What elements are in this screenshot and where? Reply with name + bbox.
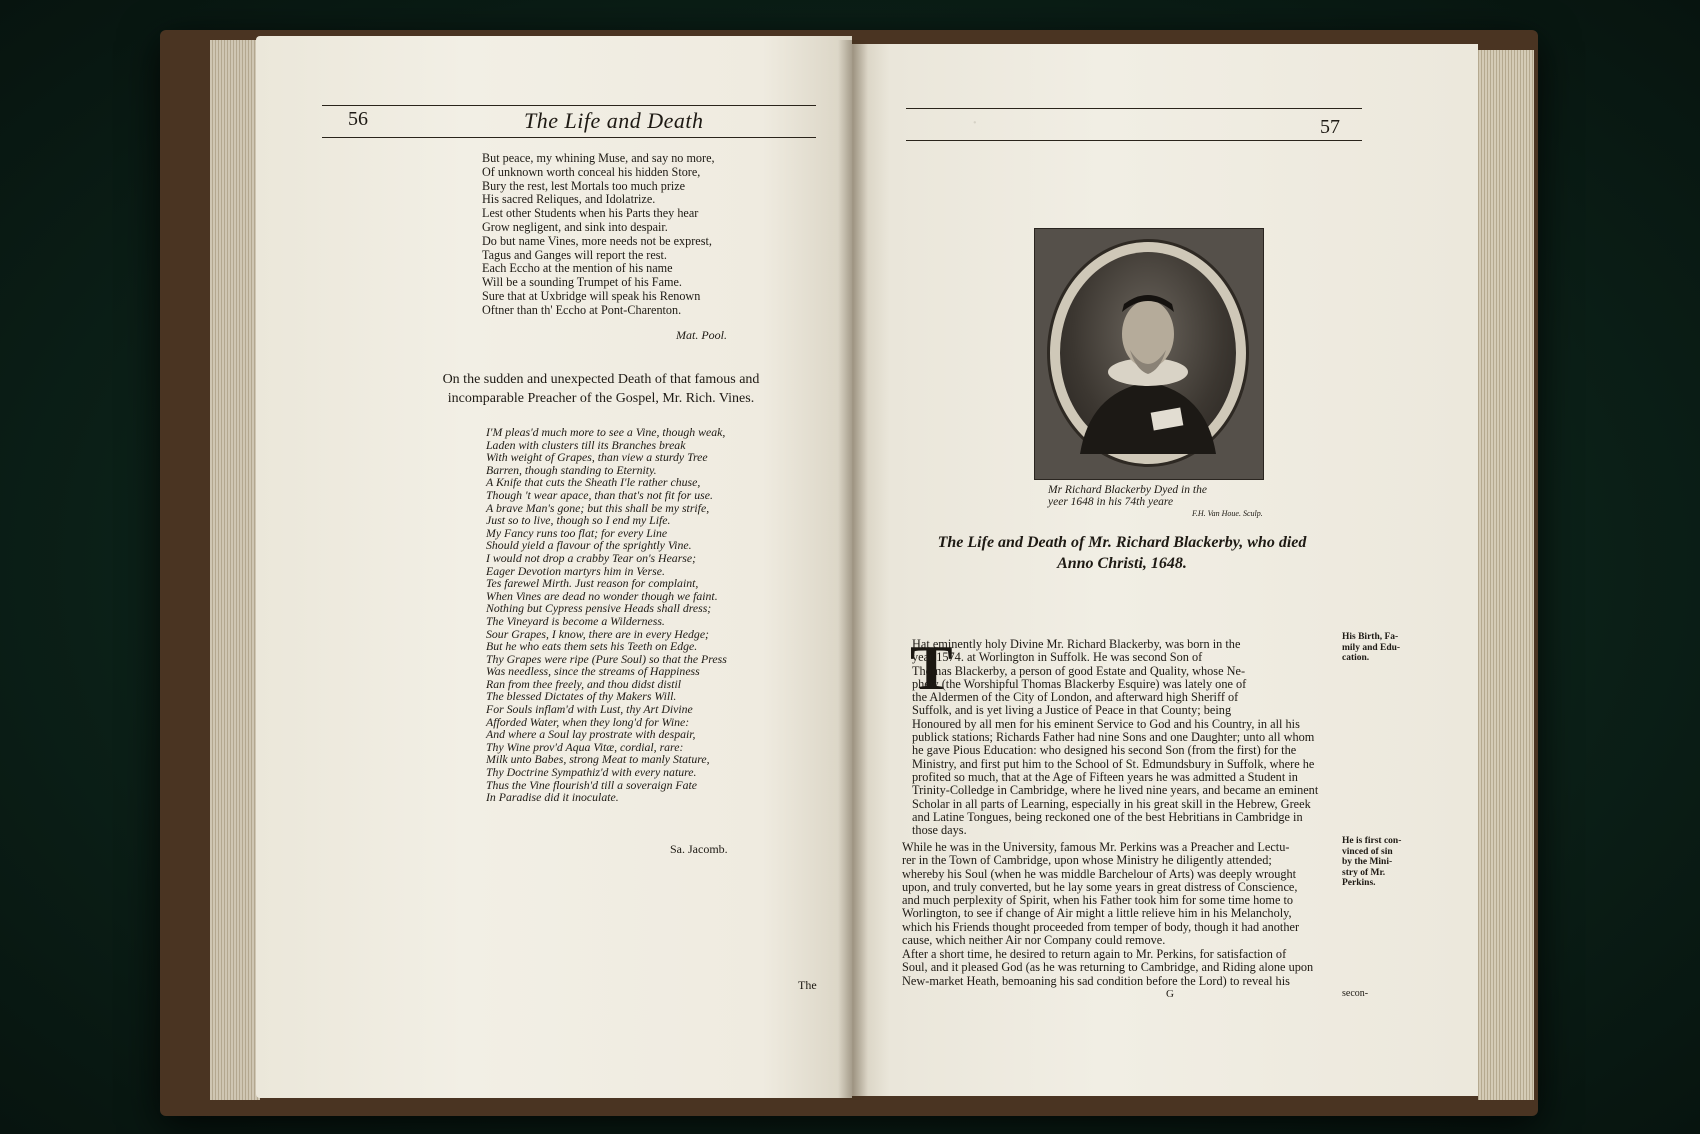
poem-line: Just so to live, though so I end my Life. [486,513,671,528]
portrait-caption-line1: Mr Richard Blackerby Dyed in the [1048,484,1207,496]
header-rule-top-right [906,108,1362,109]
header-rule-top [322,105,816,106]
poem-line: A brave Man's gone; but this shall be my strife, [486,500,710,515]
poem-pool-signature: Mat. Pool. [676,328,727,342]
page-edges-right [1478,50,1534,1100]
poem-line: Should yield a flavour of the sprightly Vine. [486,538,692,553]
poem-line: My Fancy runs too flat; for every Line [486,525,668,540]
running-head: The Life and Death [524,108,704,133]
poem-line: The blessed Dictates of thy Makers Will. [486,689,677,704]
margin-note-line: He is first con- [1342,836,1402,846]
text-line: Worlington, to see if change of Air might a little relieve him in his Melancholy, [902,906,1292,921]
text-line: Scholar in all parts of Learning, especially in his great skill in the Hebrew, Greek [912,796,1311,811]
poem-vines [486,426,727,804]
elegy-title [406,370,796,408]
text-line: Honoured by all men for his eminent Service to God and his Country, in all his [912,716,1300,731]
margin-note-line: by the Mini- [1342,857,1393,867]
margin-note-line: His Birth, Fa- [1342,632,1399,642]
margin-note-line: Perkins. [1342,878,1376,888]
poem-line: Was needless, since the streams of Happiness [486,664,700,679]
text-line: those days. [912,823,967,838]
poem-line: Oftner than th' Eccho at Pont-Charenton. [482,302,682,317]
poem-line: Thus the Vine flourish'd till a soveraign Fate [486,777,698,792]
poem-line: Lest other Students when his Parts they hear [482,206,699,221]
poem-line: Nothing but Cypress pensive Heads shall dress; [486,601,712,616]
text-line: which his Friends thought proceeded from temper of body, though it had another [902,919,1300,934]
poem-line: Sour Grapes, I know, there are in every Hedge; [486,626,709,641]
text-line: Thomas Blackerby, a person of good Estate and Quality, whose Ne- [912,663,1246,678]
portrait-frame [1047,239,1249,467]
life-title [892,532,1352,574]
text-line: While he was in the University, famous Mr. Perkins was a Preacher and Lectu- [902,840,1290,854]
elegy-title-line2: incomparable Preacher of the Gospel, Mr. Rich. Vines. [447,391,755,406]
poem-line: Thy Grapes were ripe (Pure Soul) so that the Press [486,651,727,666]
poem-line: I'M pleas'd much more to see a Vine, though weak, [486,425,726,439]
poem-line: And where a Soul lay prostrate with despair, [486,727,696,742]
poem-line: Tagus and Ganges will report the rest. [482,247,667,262]
poem-line: Afforded Water, when they long'd for Wine: [486,714,690,729]
poem-line: But peace, my whining Muse, and say no more, [482,151,715,165]
text-line: the Aldermen of the City of London, and afterward high Sheriff of [912,690,1239,705]
margin-note-conversion [1342,836,1401,889]
paragraph-return [902,948,1313,988]
portrait-caption-line2: yeer 1648 in his 74th yeare [1048,496,1174,508]
text-line: phew (the Worshipful Thomas Blackerby Esquire) was lately one of [912,676,1247,691]
elegy-title-line1: On the sudden and unexpected Death of that famous and [442,372,760,387]
page-number-right: 57 [1320,116,1340,138]
poem-line: Thy Doctrine Sympathiz'd with every nature. [486,765,697,780]
poem-line: Of unknown worth conceal his hidden Store, [482,164,701,179]
left-page [256,36,852,1098]
text-line: Suffolk, and is yet living a Justice of Peace in that County; being [912,703,1232,718]
text-line: publick stations; Richards Father had nine Sons and one Daughter; unto all whom [912,730,1315,745]
margin-note-line: cation. [1342,653,1370,663]
poem-line: Eager Devotion martyrs him in Verse. [486,563,665,578]
text-line: Ministry, and first put him to the School of St. Edmundsbury in Suffolk, where he [912,756,1315,771]
catchword-left: The [798,978,817,992]
poem-line: Each Eccho at the mention of his name [482,261,673,276]
life-title-line2: Anno Christi, 1648. [1057,555,1187,572]
text-line: profited so much, that at the Age of Fifteen years he was admitted a Student in [912,769,1298,784]
portrait-image [1060,252,1236,454]
margin-note-line: vinced of sin [1342,846,1393,857]
poem-line: Milk unto Babes, strong Meat to manly Stature, [486,752,710,767]
poem-line: Will be a sounding Trumpet of his Fame. [482,275,682,290]
right-page [852,44,1478,1096]
margin-note-line: mily and Edu- [1342,642,1401,653]
poem-line: But he who eats them sets his Teeth on Edge. [486,639,698,654]
poem-line: Grow negligent, and sink into despair. [482,219,668,234]
header-rule-bottom [322,137,816,138]
poem-line: The Vineyard is become a Wilderness. [486,613,665,628]
poem-line: A Knife that cuts the Sheath I'le rather chuse, [486,475,701,490]
text-line: Hat eminently holy Divine Mr. Richard Blackerby, was born in the [912,637,1241,651]
life-title-line1: The Life and Death of Mr. Richard Blackerby, who died [937,534,1307,551]
poem-line: Sure that at Uxbridge will speak his Renown [482,288,701,303]
margin-note-line: stry of Mr. [1342,867,1386,878]
paragraph-conversion [902,841,1299,947]
poem-line: Do but name Vines, more needs not be exprest, [482,233,712,248]
text-line: New-market Heath, bemoaning his sad condition before the Lord) to reveal his [902,973,1290,988]
signature-mark: G [1166,988,1174,1000]
page-number-left: 56 [348,108,368,130]
poem-line: With weight of Grapes, than view a sturdy Tree [486,450,708,465]
engraver-credit: F.H. Van Houe. Sculp. [1192,509,1263,518]
poem-line: Ran from thee freely, and thou didst distil [486,676,682,691]
poem-line: His sacred Reliques, and Idolatrize. [482,192,656,207]
poem-line: Bury the rest, lest Mortals too much prize [482,178,686,193]
text-line: Soul, and it pleased God (as he was returning to Cambridge, and Riding alone upon [902,960,1314,975]
poem-line: When Vines are dead no wonder though we faint. [486,588,718,603]
text-line: cause, which neither Air nor Company could remove. [902,933,1166,948]
book-gutter [838,40,868,1100]
header-rule-bottom-right [906,140,1362,141]
portrait-engraving [1034,228,1264,480]
bleed-through-head: · [972,112,977,134]
poem-line: Thy Wine prov'd Aqua Vitæ, cordial, rare: [486,739,684,754]
text-line: whereby his Soul (when he was middle Barchelour of Arts) was deeply wrought [902,866,1297,881]
poem-line: Though 't wear apace, than that's not fit for use. [486,487,713,502]
text-line: Trinity-Colledge in Cambridge, where he lived nine years, and became an eminent [912,783,1319,798]
text-line: upon, and truly converted, but he lay some years in great distress of Conscience, [902,879,1298,894]
poem-line: I would not drop a crabby Tear on's Hearse; [486,550,697,565]
text-line: year 1574. at Worlington in Suffolk. He was second Son of [912,650,1203,665]
text-line: After a short time, he desired to return again to Mr. Perkins, for satisfaction of [902,947,1287,961]
poem-line: Barren, though standing to Eternity. [486,462,657,477]
poem-line: For Souls inflam'd with Lust, thy Art Divine [486,702,693,717]
paragraph-birth [910,632,1319,838]
drop-cap: T [910,632,953,703]
poem-pool [482,152,715,318]
catchword-right: secon- [1342,988,1369,999]
margin-note-birth [1342,632,1400,664]
text-line: he gave Pious Education: who designed his second Son (from the first) for the [912,743,1297,758]
page-edges-left [210,40,260,1100]
poem-vines-signature: Sa. Jacomb. [670,842,728,856]
text-line: and Latine Tongues, being reckoned one of the best Hebritians in Cambridge in [912,809,1303,824]
poem-line: Tes farewel Mirth. Just reason for complaint, [486,576,699,591]
poem-line: In Paradise did it inoculate. [486,790,619,805]
text-line: rer in the Town of Cambridge, upon whose Ministry he diligently attended; [902,853,1272,868]
poem-line: Laden with clusters till its Branches break [486,437,686,452]
portrait-figure [1060,252,1236,454]
text-line: and much perplexity of Spirit, when his Father took him for some time home to [902,893,1294,908]
